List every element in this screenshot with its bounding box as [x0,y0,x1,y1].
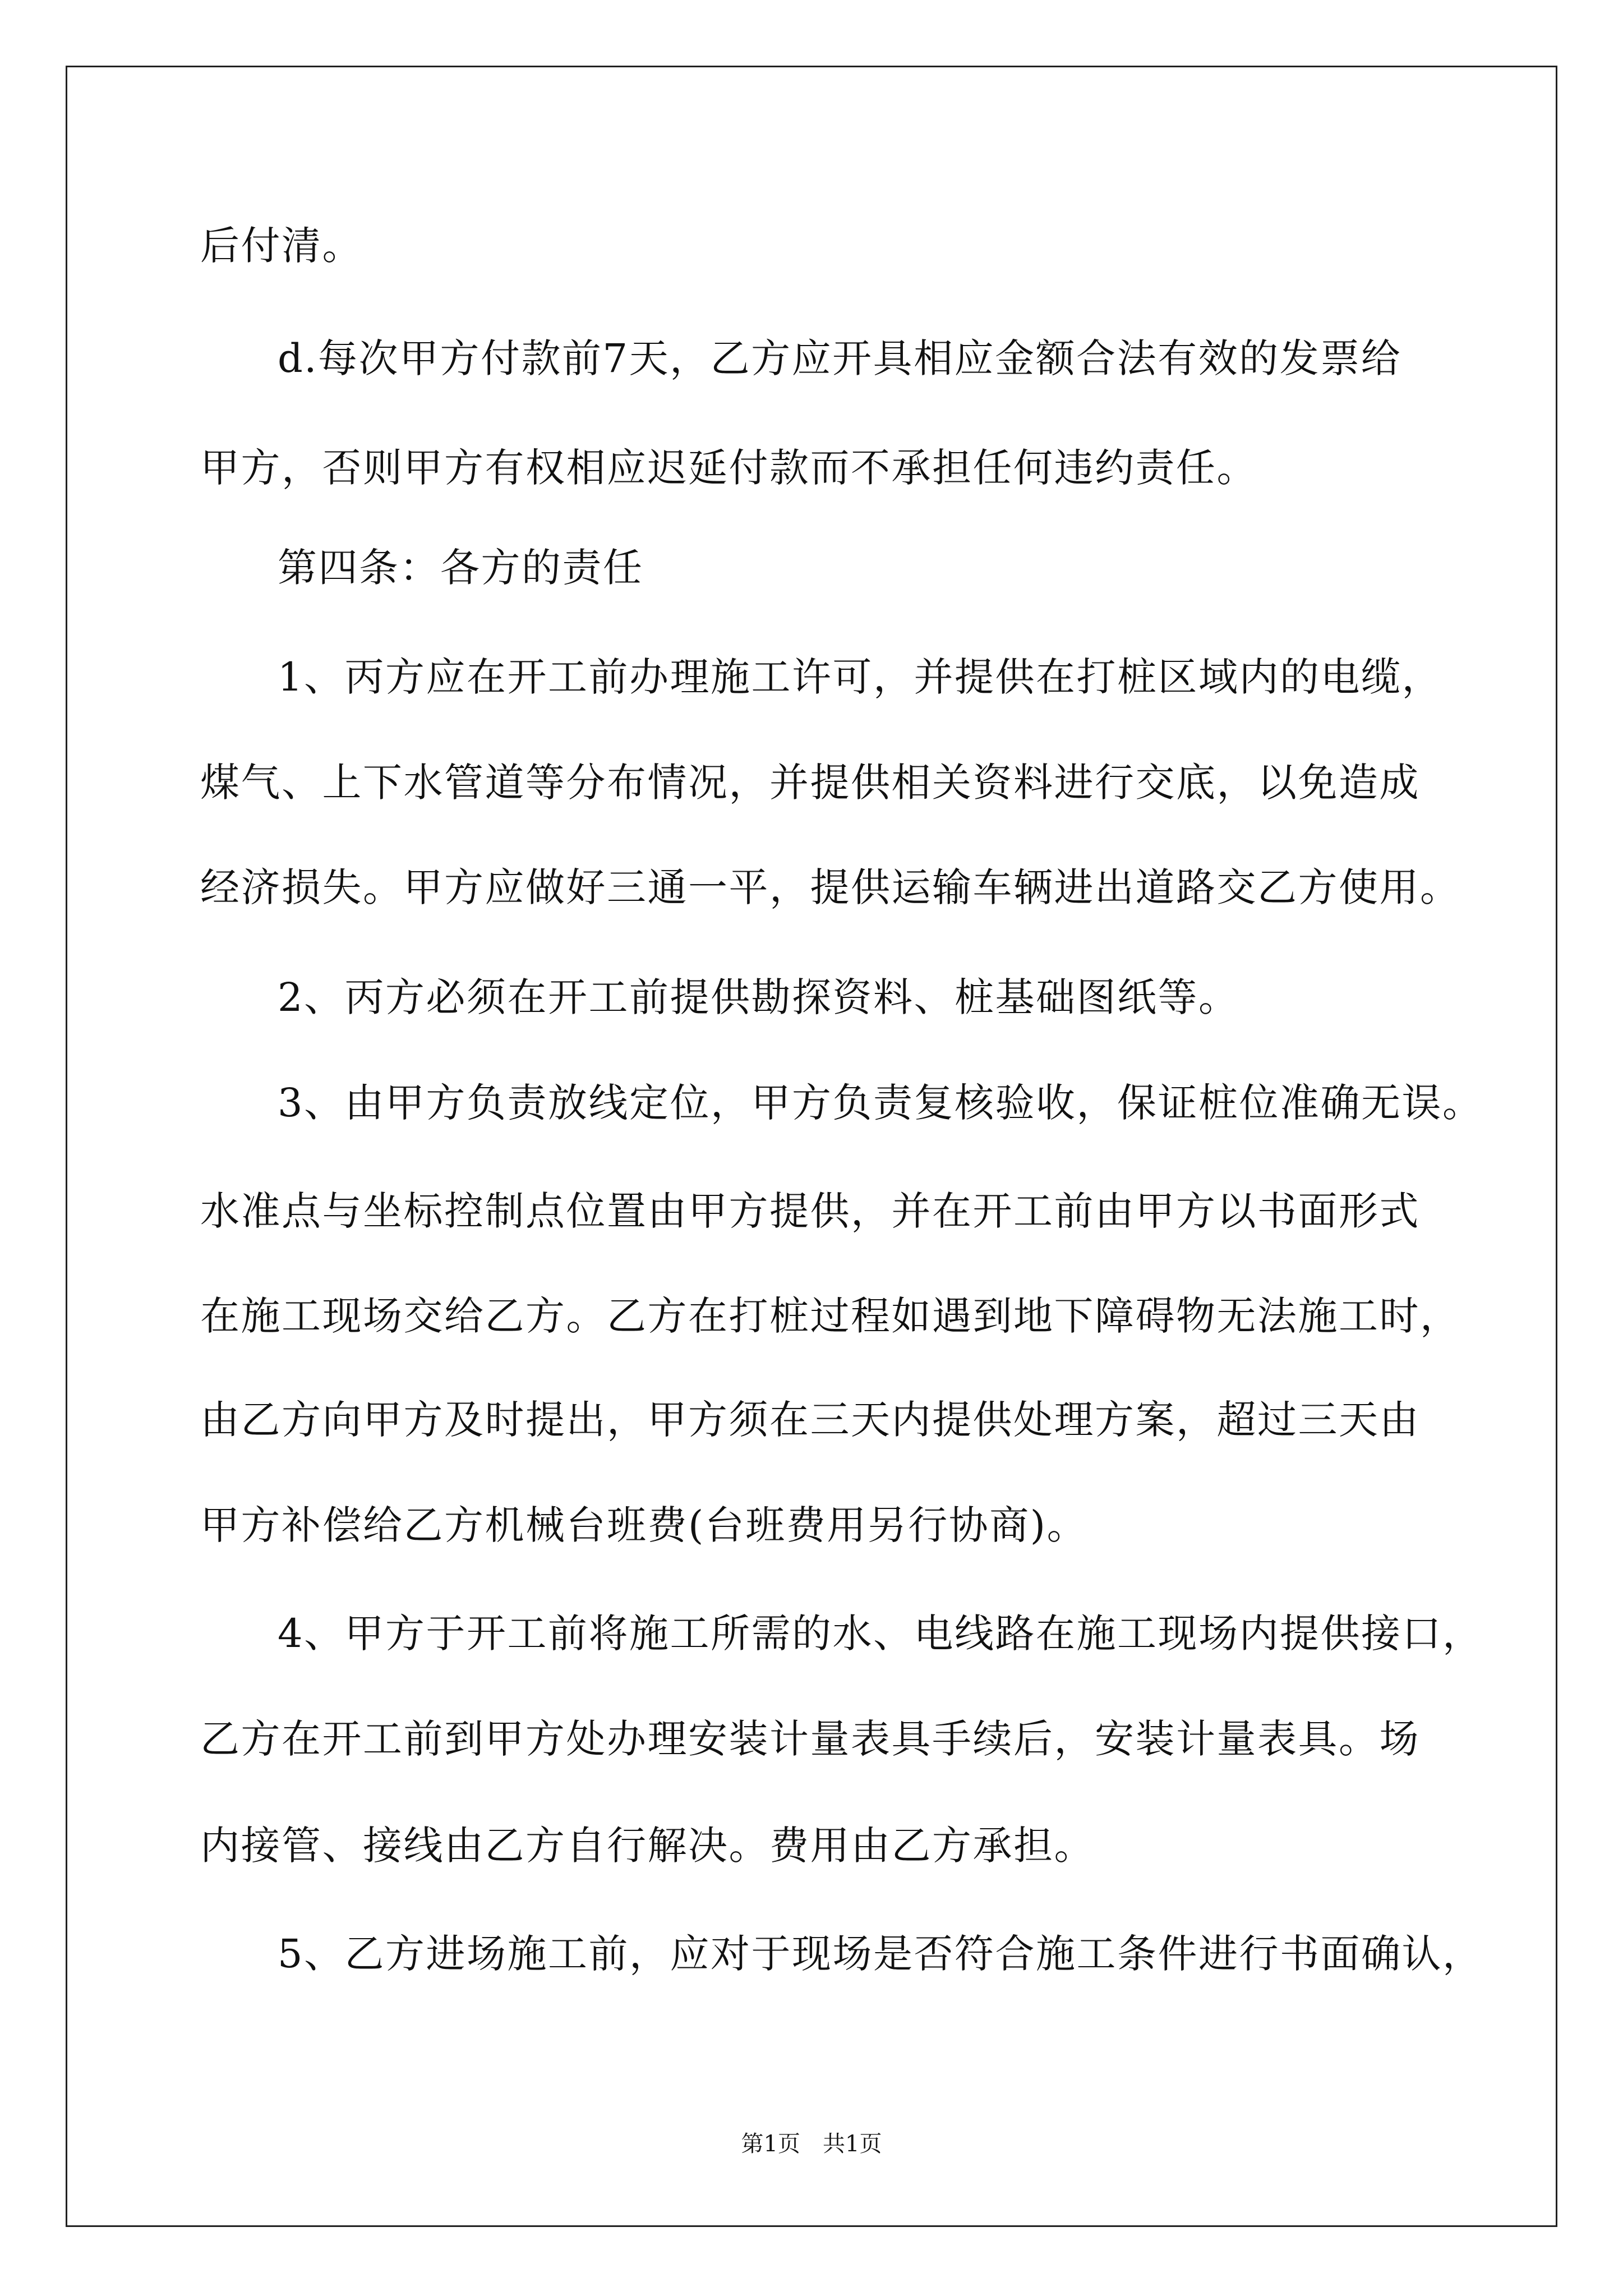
text-line: 水准点与坐标控制点位置由甲方提供，并在开工前由甲方以书面形式 [200,1188,1420,1234]
text-line: 5、乙方进场施工前，应对于现场是否符合施工条件进行书面确认， [278,1931,1483,1977]
page-border [66,66,1557,2227]
text-line: 1、丙方应在开工前办理施工许可，并提供在打桩区域内的电缆， [278,654,1443,700]
text-line: 甲方补偿给乙方机械台班费(台班费用另行协商)。 [200,1502,1088,1548]
text-line: 第四条：各方的责任 [278,545,644,591]
text-line: 2、丙方必须在开工前提供勘探资料、桩基础图纸等。 [278,974,1239,1020]
text-line: 后付清。 [200,223,363,269]
text-line: 由乙方向甲方及时提出，甲方须在三天内提供处理方案，超过三天由 [200,1397,1420,1443]
text-line: 经济损失。甲方应做好三通一平，提供运输车辆进出道路交乙方使用。 [200,864,1461,910]
text-line: 内接管、接线由乙方自行解决。费用由乙方承担。 [200,1823,1095,1869]
page-number-footer: 第1页 共1页 [741,2131,882,2157]
text-line: 煤气、上下水管道等分布情况，并提供相关资料进行交底，以免造成 [200,760,1420,806]
text-line: 甲方，否则甲方有权相应迟延付款而不承担任何违约责任。 [200,445,1257,491]
text-line: 3、由甲方负责放线定位，甲方负责复核验收，保证桩位准确无误。 [278,1080,1483,1126]
text-line: 4、甲方于开工前将施工所需的水、电线路在施工现场内提供接口， [278,1611,1483,1657]
text-line: 在施工现场交给乙方。乙方在打桩过程如遇到地下障碍物无法施工时， [200,1293,1461,1339]
text-line: d.每次甲方付款前7天，乙方应开具相应金额合法有效的发票给 [278,335,1402,381]
text-line: 乙方在开工前到甲方处办理安装计量表具手续后，安装计量表具。场 [200,1716,1420,1762]
